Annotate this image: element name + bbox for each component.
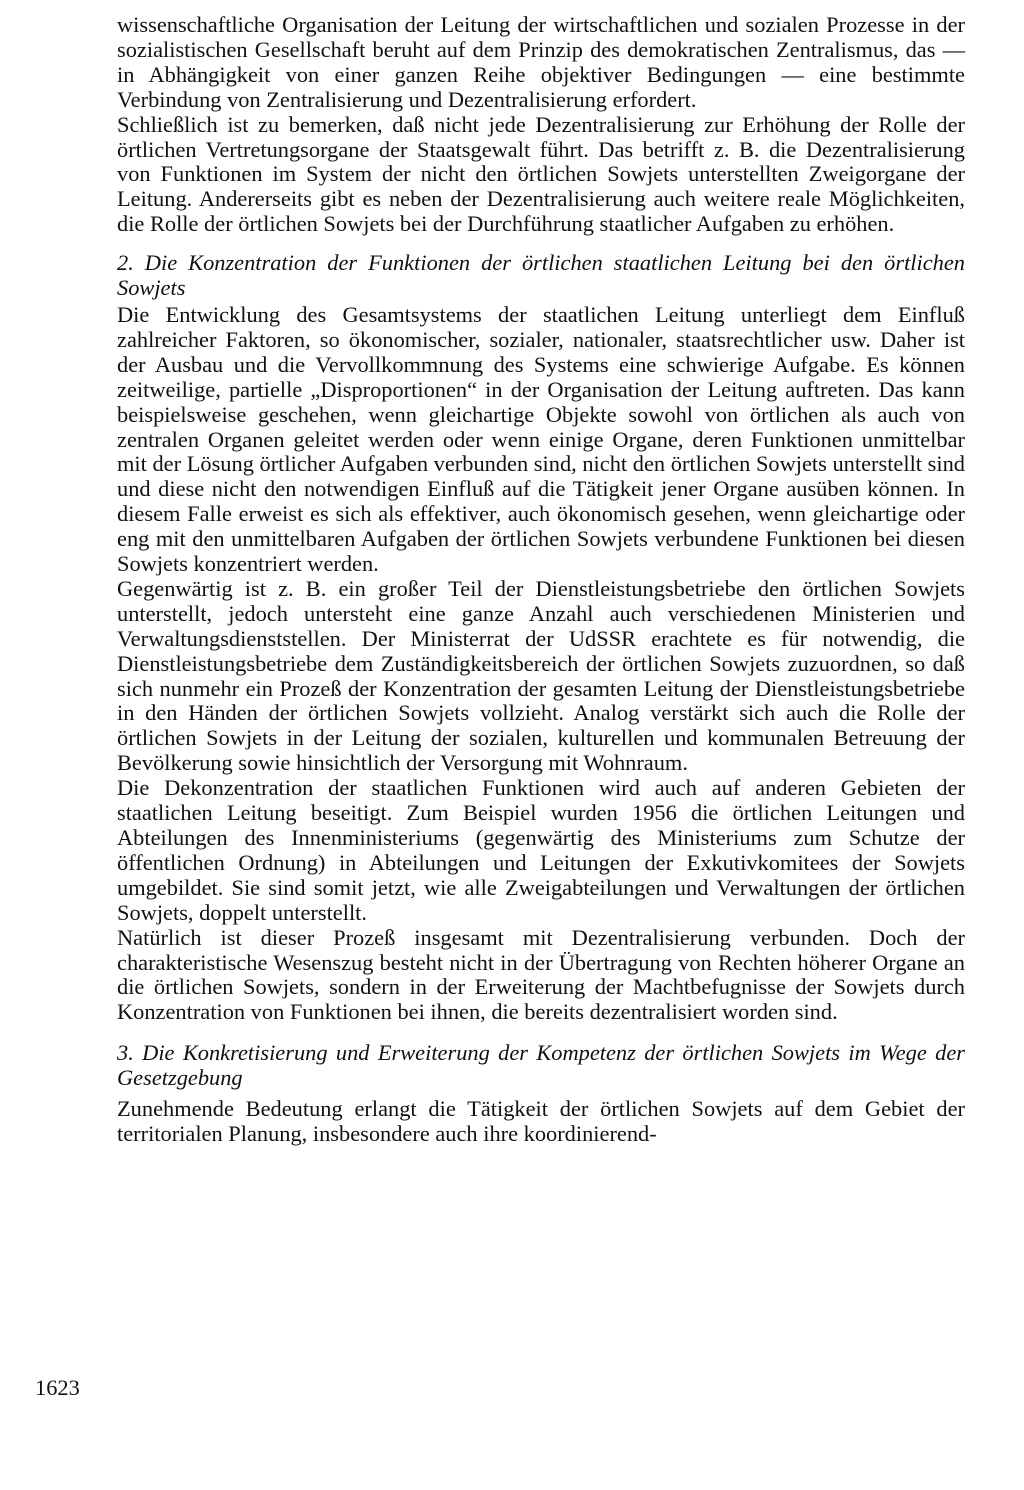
paragraph: Die Entwicklung des Gesamtsystems der staatlichen Leitung unterliegt dem Einfluß zahlreicher Faktoren, so ökonomischer, sozialer, nationaler, staatsrechtlicher usw. Daher ist der Ausbau und die Vervollkommnung des Systems eine schwierige Aufgabe. Es können zeitweilige, partielle „Disproportionen“ in der Organisation der Leitung auftreten. Das kann beispielsweise geschehen, wenn gleichartige Objekte sowohl von örtlichen als auch von zentralen Organen geleitet werden oder wenn einige Organe, deren Funktionen unmittelbar mit der Lösung örtlicher Aufgaben verbunden sind, nicht den örtlichen Sowjets unterstellt sind und diese nicht den notwendigen Einfluß auf die Tätigkeit jener Organe ausüben können. In diesem Falle erweist es sich als effektiver, auch ökonomisch gesehen, wenn gleichartige oder eng mit den unmittelbaren Aufgaben der örtlichen Sowjets verbundene Funktionen bei diesen Sowjets konzentriert werden.: [117, 301, 965, 577]
paragraph: Zunehmende Bedeutung erlangt die Tätigkeit der örtlichen Sowjets auf dem Gebiet der territorialen Planung, insbesondere auch ihre koordinierend-: [117, 1096, 965, 1146]
paragraph: Die Dekonzentration der staatlichen Funktionen wird auch auf anderen Gebieten der staatlichen Leitung beseitigt. Zum Beispiel wurden 1956 die örtlichen Leitungen und Abteilungen des Innenministeriums (gegenwärtig des Ministeriums zum Schutze der öffentlichen Ordnung) in Abteilungen und Leitungen der Exkutivkomitees der Sowjets umgebildet. Sie sind somit jetzt, wie alle Zweigabteilungen und Verwaltungen der örtlichen Sowjets, doppelt unterstellt.: [117, 775, 965, 925]
section-heading: 2. Die Konzentration der Funktionen der örtlichen staatlichen Leitung bei den örtlichen Sowjets: [117, 250, 965, 301]
page-number: 1623: [35, 1375, 80, 1400]
paragraph: wissenschaftliche Organisation der Leitung der wirtschaftlichen und sozialen Prozesse in der sozialistischen Gesellschaft beruht auf dem Prinzip des demokratischen Zentralismus, das — in Abhängigkeit von einer ganzen Reihe objektiver Bedingungen — eine bestimmte Verbindung von Zentralisierung und Dezentralisierung erfordert.: [117, 12, 965, 112]
paragraph: Natürlich ist dieser Prozeß insgesamt mit Dezentralisierung verbunden. Doch der charakteristische Wesenszug besteht nicht in der Übertragung von Rechten höherer Organe an die örtlichen Sowjets, sondern in der Erweiterung der Machtbefugnisse der Sowjets durch Konzentration von Funktionen bei ihnen, die bereits dezentralisiert worden sind.: [117, 924, 965, 1025]
section-heading: 3. Die Konkretisierung und Erweiterung der Kompetenz der örtlichen Sowjets im Wege der Gesetzgebung: [117, 1040, 965, 1091]
paragraph: Gegenwärtig ist z. B. ein großer Teil der Dienstleistungsbetriebe den örtlichen Sowjets unterstellt, jedoch untersteht eine ganze Anzahl auch verschiedenen Ministerien und Verwaltungsdienststellen. Der Ministerrat der UdSSR erachtete es für notwendig, die Dienstleistungsbetriebe dem Zuständigkeitsbereich der örtlichen Sowjets zuzuordnen, so daß sich nunmehr ein Prozeß der Konzentration der gesamten Leitung der Dienstleistungsbetriebe in den Händen der örtlichen Sowjets vollzieht. Analog verstärkt sich auch die Rolle der örtlichen Sowjets in der Leitung der sozialen, kulturellen und kommunalen Betreuung der Bevölkerung sowie hinsichtlich der Versorgung mit Wohnraum.: [117, 575, 965, 776]
text-column: [117, 13, 965, 1147]
paragraph: Schließlich ist zu bemerken, daß nicht jede Dezentralisierung zur Erhöhung der Rolle der örtlichen Vertretungsorgane der Staatsgewalt führt. Das betrifft z. B. die Dezentralisierung von Funktionen im System der nicht den örtlichen Sowjets unterstellten Zweigorgane der Leitung. Andererseits gibt es neben der Dezentralisierung auch weitere reale Möglichkeiten, die Rolle der örtlichen Sowjets bei der Durchführung staatlicher Aufgaben zu erhöhen.: [117, 111, 965, 237]
